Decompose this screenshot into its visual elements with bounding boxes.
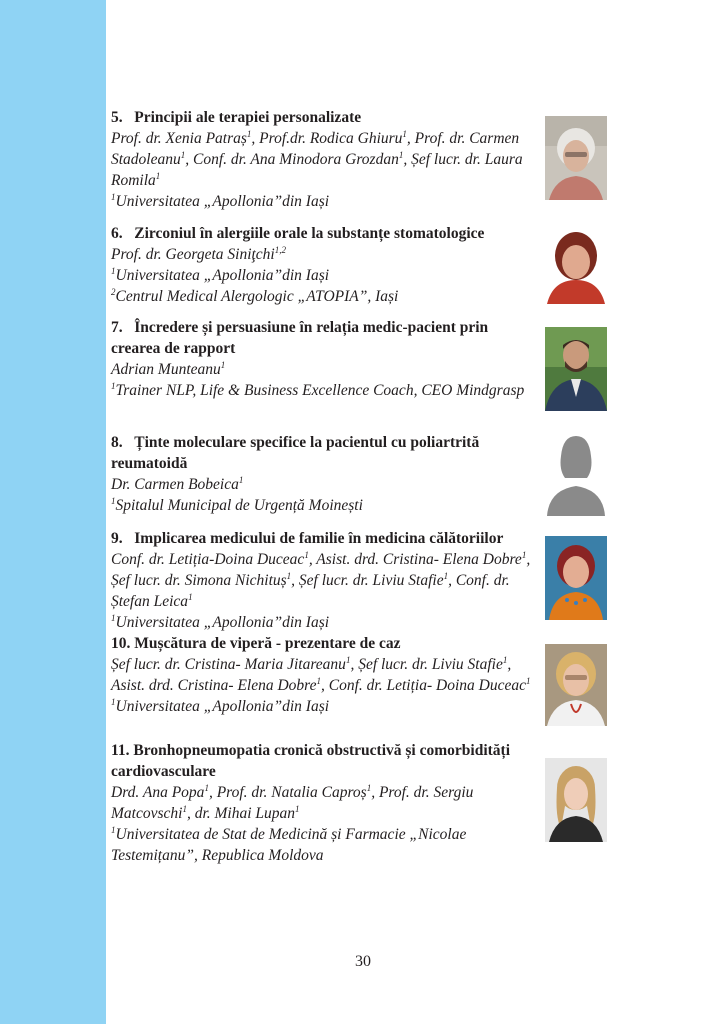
author-sup: 1: [443, 570, 449, 581]
entry-title: [111, 740, 541, 782]
author-photo: [545, 536, 607, 620]
entry-title-text: Principii ale terapiei personalizate: [134, 109, 362, 126]
abstract-entry-10: [111, 633, 541, 717]
entry-title-text: Bronhopneumopatia cronică obstructivă și comorbidități cardiovasculare: [111, 742, 511, 780]
entry-title-text: Mușcătura de viperă - prezentare de caz: [134, 635, 401, 652]
abstract-entry-5: [111, 107, 541, 212]
entry-title: [111, 528, 541, 549]
author-name: Prof.dr. Rodica Ghiuru: [259, 130, 403, 147]
entry-affiliation: $^1$Universitatea „Apollonia”din Iași: [111, 612, 330, 631]
author-name: Șef lucr. dr. Cristina- Maria Jitareanu: [111, 656, 346, 673]
page-number: 30: [355, 953, 371, 970]
author-name: Conf. dr. Letiția- Doina Duceac: [328, 677, 526, 694]
author-sup: 1: [180, 149, 186, 160]
entry-authors: Șef lucr. dr. Cristina- Maria Jitareanu$^1$, Șef lucr. dr. Liviu Stafie$^1$, Asist. drd. Cristina- Elena Dobre$^1$, Conf. dr. Letiția- Doina Duceac$^1$: [111, 654, 531, 694]
entry-title-text: Încredere și persuasiune în relația medic-pacient prin crearea de rapport: [111, 319, 489, 357]
abstract-entry-7: [111, 317, 541, 401]
author-photo: [545, 226, 607, 304]
author-name: Dr. Carmen Bobeica: [111, 476, 239, 493]
entry-number: 6.: [111, 225, 123, 242]
author-name: Prof. dr. Natalia Caproș: [216, 784, 367, 801]
author-name: Asist. drd. Cristina- Elena Dobre: [316, 551, 522, 568]
entry-title-text: Implicarea medicului de familie în medicina călătoriilor: [134, 530, 504, 547]
author-sup: 1: [246, 128, 252, 139]
entry-affiliation: $^2$Centrul Medical Alergologic „ATOPIA”, Iași: [111, 286, 399, 305]
entry-title-text: Zirconiul în alergiile orale la substanțe stomatologice: [134, 225, 485, 242]
entry-affiliation: $^1$Universitatea „Apollonia”din Iași: [111, 191, 330, 210]
author-sup: 1: [238, 474, 244, 485]
author-name: Șef lucr. dr. Liviu Stafie: [358, 656, 503, 673]
entry-authors: Conf. dr. Letiția-Doina Duceac$^1$, Asist. drd. Cristina- Elena Dobre$^1$, Șef lucr. dr. Simona Nichituș$^1$, Șef lucr. dr. Liviu Stafie$^1$, Conf. dr. Ștefan Leica$^1$: [111, 549, 531, 610]
author-name: dr. Mihai Lupan: [194, 805, 296, 822]
entry-number: 9.: [111, 530, 123, 547]
author-sup: 1: [204, 782, 209, 793]
entry-title: [111, 223, 541, 244]
author-name: Drd. Ana Popa: [111, 784, 205, 801]
author-photo: [545, 644, 607, 726]
author-sup: 1: [521, 549, 527, 560]
entry-authors: [111, 474, 541, 495]
entry-number: 8.: [111, 434, 123, 451]
entry-authors: Prof. dr. Xenia Patraș$^1$, Prof.dr. Rodica Ghiuru$^1$, Prof. dr. Carmen Stadoleanu$^1$, Conf. dr. Ana Minodora Grozdan$^1$, Șef lucr. dr. Laura Romila$^1$: [111, 128, 523, 189]
abstract-entry-11: [111, 740, 541, 866]
author-sup: 1: [188, 591, 193, 602]
author-photo: [545, 758, 607, 842]
entry-affiliation: $^1$Spitalul Municipal de Urgență Moinești: [111, 495, 363, 514]
abstract-entry-8: [111, 432, 541, 516]
author-name: Adrian Munteanu: [111, 361, 221, 378]
author-sup: 1: [345, 654, 351, 665]
author-sup: 1,2: [274, 244, 286, 255]
author-sup: 1: [502, 654, 508, 665]
abstract-entry-9: [111, 528, 541, 633]
entry-affiliation: $^1$Universitatea „Apollonia”din Iași: [111, 696, 330, 715]
entry-number: 10.: [111, 635, 131, 652]
author-sup: 1: [316, 675, 322, 686]
author-name: Conf. dr. Letiția-Doina Duceac: [111, 551, 305, 568]
author-sup: 1: [402, 128, 407, 139]
side-color-band: [0, 0, 106, 1024]
entry-title: [111, 633, 541, 654]
author-sup: 1: [366, 782, 372, 793]
abstract-entry-6: [111, 223, 541, 307]
entry-title-text: Ținte moleculare specifice la pacientul cu poliartrită reumatoidă: [111, 434, 480, 472]
author-sup: 1: [398, 149, 404, 160]
author-name: Șef lucr. dr. Liviu Stafie: [298, 572, 444, 589]
author-name: Conf. dr. Ștefan Leica: [111, 572, 510, 610]
entry-title: [111, 107, 541, 128]
entry-number: 11.: [111, 742, 130, 759]
author-sup: 1: [525, 675, 531, 686]
entry-affiliation: $^1$Universitatea de Stat de Medicină și Farmacie „Nicolae Testemițanu”, Republica Moldova: [111, 824, 467, 864]
entry-title: [111, 317, 541, 359]
author-photo: [545, 116, 607, 200]
placeholder-silhouette-icon: [545, 430, 607, 516]
author-sup: 1: [304, 549, 309, 560]
entry-authors: Drd. Ana Popa$^1$, Prof. dr. Natalia Caproș$^1$, Prof. dr. Sergiu Matcovschi$^1$, dr. Mihai Lupan$^1$: [111, 782, 474, 822]
author-sup: 1: [286, 570, 292, 581]
entry-affiliation: $^1$Trainer NLP, Life & Business Excellence Coach, CEO Mindgrasp: [111, 380, 525, 399]
entry-authors: [111, 244, 541, 265]
author-sup: 1: [295, 803, 300, 814]
author-name: Conf. dr. Ana Minodora Grozdan: [193, 151, 399, 168]
entry-title: [111, 432, 541, 474]
author-photo: [545, 327, 607, 411]
author-name: Prof. dr. Carmen Stadoleanu: [111, 130, 520, 168]
author-name: Asist. drd. Cristina- Elena Dobre: [111, 677, 317, 694]
author-sup: 1: [182, 803, 187, 814]
author-name: Prof. dr. Georgeta Siniţchi: [111, 246, 275, 263]
author-name: Șef lucr. dr. Laura Romila: [111, 151, 523, 189]
entry-authors: [111, 359, 541, 380]
author-sup: 1: [155, 170, 161, 181]
author-name: Prof. dr. Sergiu Matcovschi: [111, 784, 474, 822]
entry-number: 7.: [111, 319, 123, 336]
author-sup: 1: [220, 359, 226, 370]
author-name: Șef lucr. dr. Simona Nichituș: [111, 572, 287, 589]
entry-number: 5.: [111, 109, 123, 126]
author-name: Prof. dr. Xenia Patraș: [111, 130, 247, 147]
entry-affiliation: $^1$Universitatea „Apollonia”din Iași: [111, 265, 330, 284]
